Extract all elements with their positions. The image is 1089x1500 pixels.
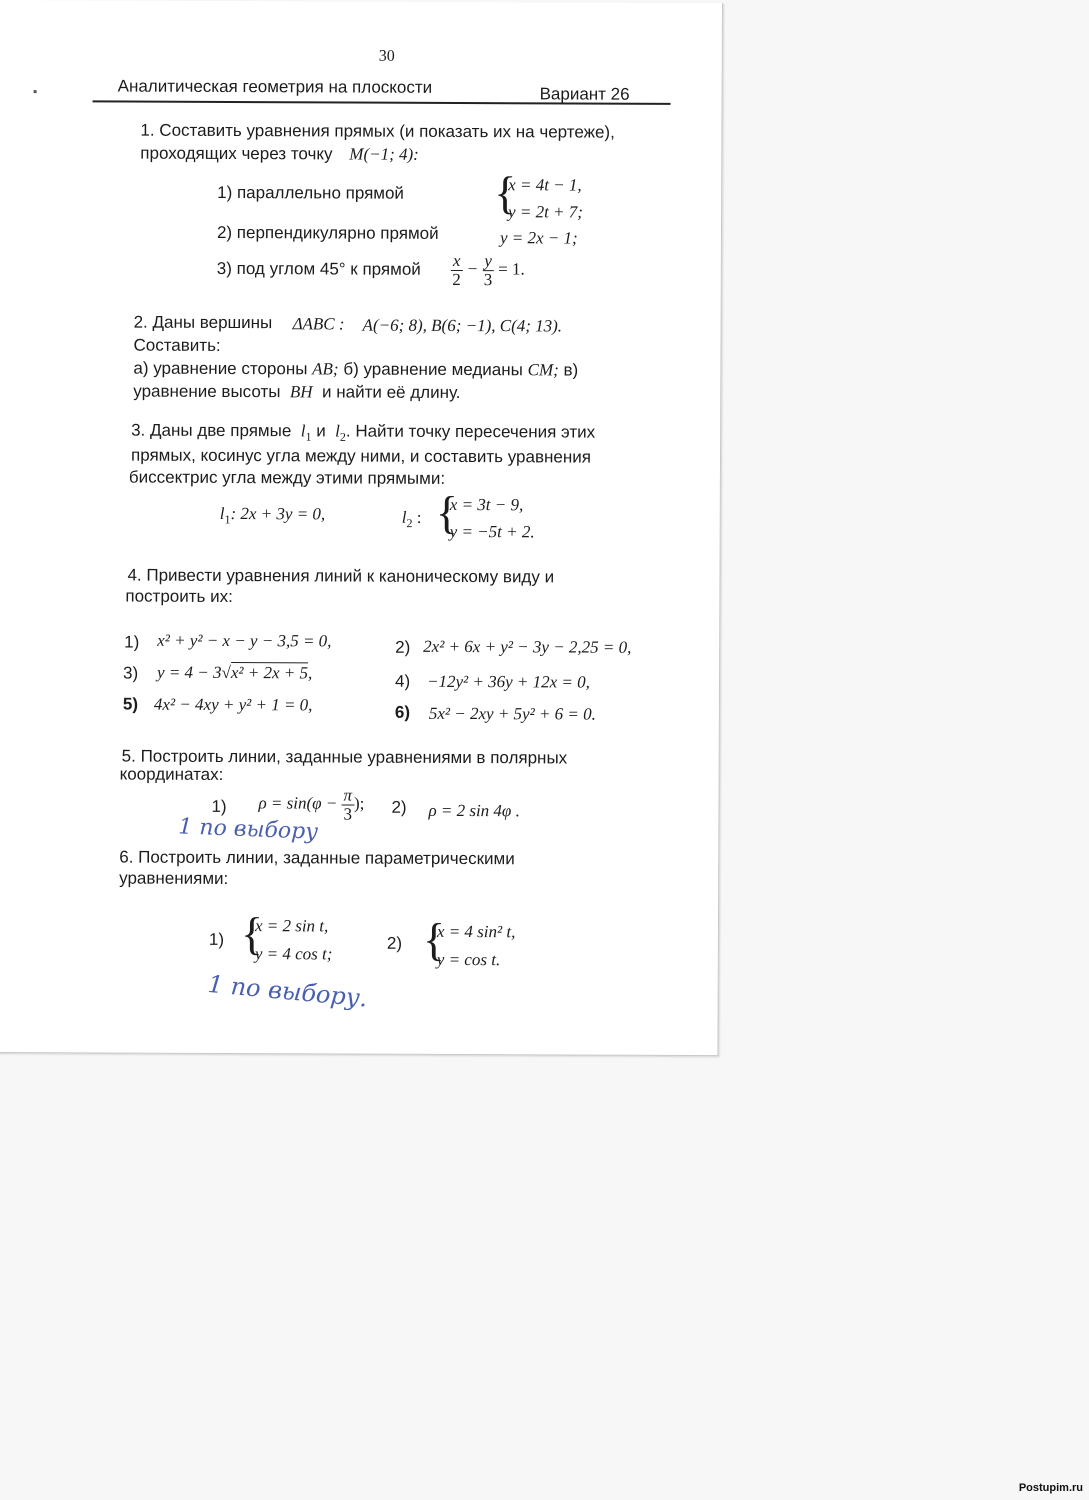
task4-num3: 3) <box>123 663 139 683</box>
task5-eq1: ρ = sin(φ − $\frac{\pi}{3}$ ); <box>258 785 365 824</box>
task2-line1: 2. Даны вершины <box>133 312 273 333</box>
fraction-x-over-2: $\frac{x}{2}$ <box>452 250 461 289</box>
task1-line2: проходящих через точку <box>140 143 333 164</box>
scan-dot <box>34 90 37 93</box>
handwritten-note-1: 1 по выбору <box>177 814 319 845</box>
task1-item3: 3) под углом 45° к прямой <box>216 258 421 279</box>
task2-line4: уравнение высоты BH и найти её длину. <box>133 381 461 403</box>
task5-line1: 5. Построить линии, заданные уравнениями в полярных <box>121 746 568 768</box>
task6-sys2-line1: x = 4 sin² t, <box>436 921 516 942</box>
task6-sys1-line2: y = 4 cos t; <box>254 944 333 964</box>
task1-point: M(−1; 4): <box>349 144 419 164</box>
task6-sys1-line1: x = 2 sin t, <box>254 916 329 936</box>
task5-line2: координатах: <box>119 764 224 784</box>
task1-line1: 1. Составить уравнения прямых (и показать их на чертеже), <box>140 120 615 142</box>
task2-vertices: A(−6; 8), B(6; −1), C(4; 13). <box>362 315 563 336</box>
task2-triangle: ΔABC : <box>292 314 345 334</box>
watermark: Postupim.ru <box>1018 1482 1083 1494</box>
sqrt-sign: √ <box>221 662 231 683</box>
task4-num4: 4) <box>394 671 411 691</box>
task3-l2-label: $l_2$ : <box>401 507 422 531</box>
fraction-pi-over-3: $\frac{\pi}{3}$ <box>343 785 353 824</box>
fraction-y-over-3: $\frac{y}{3}$ <box>483 251 493 289</box>
task3-sys-line1: x = 3t − 9, <box>449 494 524 515</box>
task1-eq3 <box>451 252 525 289</box>
scanned-sheet <box>0 0 723 1056</box>
task4-line2: построить их: <box>125 586 233 607</box>
task1-item2: 2) перпендикулярно прямой <box>216 222 439 243</box>
task6-brace1: { <box>240 908 264 960</box>
task6-sys2-line2: y = cos t. <box>436 949 501 970</box>
task1-item1: 1) параллельно прямой <box>217 182 404 203</box>
task6-num1: 1) <box>208 929 225 949</box>
task3-sys-line2: y = −5t + 2. <box>449 521 535 542</box>
page-number: 30 <box>378 47 395 65</box>
task5-num2: 2) <box>391 797 407 817</box>
task6-line1: 6. Построить линии, заданные параметрическими <box>119 847 515 869</box>
handwritten-note-2: 1 по выбору. <box>206 970 369 1013</box>
minus-sign: − <box>466 259 479 279</box>
task5-eq2: ρ = 2 sin 4φ . <box>428 800 520 821</box>
task4-eq4: −12y² + 36y + 12x = 0, <box>426 671 590 692</box>
task4-num2: 2) <box>395 637 411 657</box>
task3-system-brace: { <box>435 486 458 539</box>
sqrt-radicand: x² + 2x + 5 <box>230 663 309 683</box>
task1-eq2: y = 2x − 1; <box>499 228 578 248</box>
task4-eq2: 2x² + 6x + y² − 3y − 2,25 = 0, <box>423 636 632 657</box>
task6-brace2: { <box>422 913 446 965</box>
task4-num6: 6) <box>394 702 411 722</box>
task3-l1-equation: $l_1$: 2x + 3y = 0, <box>219 503 326 527</box>
task4-eq1: x² + y² − x − y − 3,5 = 0, <box>157 630 332 651</box>
task4-eq5: 4x² − 4xy + y² + 1 = 0, <box>153 694 313 715</box>
header-title: Аналитическая геометрия на плоскости <box>117 76 433 97</box>
task4-num1: 1) <box>124 632 140 652</box>
task3-line2: прямых, косинус угла между ними, и составить уравнения <box>130 445 591 467</box>
task2-line3: а) уравнение стороны AB; б) уравнение медианы CM; в) <box>133 358 579 380</box>
task3-line3: биссектрис угла между этими прямыми: <box>128 467 446 488</box>
task4-eq6: 5x² − 2xy + 5y² + 6 = 0. <box>428 703 596 724</box>
task2-line2: Составить: <box>133 335 221 355</box>
task6-num2: 2) <box>386 933 403 953</box>
task4-num5: 5) <box>122 694 139 714</box>
task3-line1: 3. Даны две прямые $l_1$ и $l_2$. Найти точку пересечения этих <box>131 420 596 444</box>
task1-system-brace: { <box>494 167 517 219</box>
task6-line2: уравнениями: <box>119 868 229 889</box>
task5-num1: 1) <box>211 796 227 816</box>
task1-sys-line2: y = 2t + 7; <box>508 202 583 222</box>
eq3-rest: = 1. <box>498 259 525 279</box>
task4-eq3: y = 4 − 3√x² + 2x + 5, <box>157 662 313 683</box>
task4-line1: 4. Привести уравнения линий к каноническому виду и <box>127 565 555 587</box>
header-variant: Вариант 26 <box>539 84 630 104</box>
task1-sys-line1: x = 4t − 1, <box>508 175 582 195</box>
